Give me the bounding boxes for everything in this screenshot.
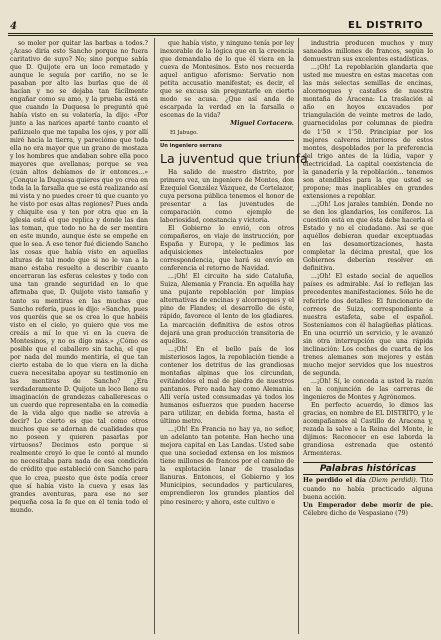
author-signature: Miguel Cortacero. xyxy=(230,120,294,128)
article-paragraph: ...¡Oh! Los jarales también. Donde no se den los glandarios, los coníferos. La cuestión está en que ésta debe hacerla el Estado y no el ciudadano. Así se que aquéllos debieran quedar exceptuadas en las desamortizaciones, hasta completar la décima prestal, que los Gobiernos deberían resolver en definitiva. xyxy=(303,200,433,273)
article-paragraph: ...¡Oh! Sí, le conceda a usted la razón en la conjunción de las carreras de ingenieros de Montes y Agrónomos. xyxy=(303,377,433,402)
quote-latin: (Diem perdidi). xyxy=(368,477,418,485)
article-paragraph: ...¡Oh! En Francia no hay ya, no señor, un adelanto tan potente. Han hecho una mejora capital en Las Landas. Usted sabe que una sociedad extensa en los mismos tiene millones de francos por el camino de la explotación lanar de trasaladas llanuras. Entonces, el Gobierno y los Municipios, secundados y particulares, emprendieron los grandes plantíos del pino resinero; y ahora, este cultivo e xyxy=(160,426,294,506)
column-2 xyxy=(160,40,308,507)
quote-entry xyxy=(303,477,433,501)
section-title: Palabras históricas xyxy=(319,464,417,475)
column-3 xyxy=(303,40,433,518)
quote-text: Tito cuando no había practicado alguna buena acción. xyxy=(303,477,433,501)
header-rule-double xyxy=(8,35,433,36)
section-divider xyxy=(303,474,433,475)
column-1 xyxy=(10,40,148,515)
quote-text: Célebre dicho de Vespasiano (79) xyxy=(303,509,408,517)
page-number: 4 xyxy=(10,21,17,32)
article-paragraph: El Gobierno lo envió, con otros compañeros, en viaje de instrucción, por España y Europa, y le pedimos las adquisiciones intelectuales por correspondencia, que hará su envío en conferencia el retorno de Navidad. xyxy=(160,224,294,273)
article-paragraph: ...¡Oh! El circuito ha sido Cataluña, Suiza, Alemania y Francia. En aquélla hay una pujante repoblación por limpias alternativas de encinas y alcornoques y el pino de Flandes; el desarrollo de éste, rápido, favorece el lento de los gladiares. La marcación definitiva de estos otros dejará una gran producción transitoria de aquéllos. xyxy=(160,273,294,345)
article-paragraph: so moler por quitar las barbas a todos.? ¿Acaso diría esto Sancho porque no fuera caritativo de suyo? No; sino porque sabía que D. Quijote era un loco rematado y aunque le seguía por cariño, no se le pasaban por alto las burlas que de él hacían y no se dejaba tan fácilmente engañar como su amo, y la prueba está en que cuando la Duquesa le preguntó qué había visto en su volatería, la dijo: «Por junto a las narices aparté tanto cuanto el pañizuelo que me tapaba los ojos, y por allí miré hacia la tierra, y parecióme que toda ella no era mayor que un grano de mostaza y los hombres que andaban sobre ella poco mayores que avellanas; porque se vea (cuán altos debíamos de ir entonces...» ¿Conque la Duquesa quieres que yo crea en toda la la farsalla que se está realizando así mi vista y no puedes creer tú que cuanto yo he visto por esas altas regiones? Pues anda y chiquite esa y ten por otra que en la iglesia está el que replica y donde las dan las toman, que todo no ha de ser mentira en este mundo, aunque éste se empeñe en que lo sea. A ese tenor fué diciendo Sancho las cosas que había visto en aquellas alturas de tal modo que si no le van a la mano estaba resuelto a describir cuanto encerraran las esferas celestes y todo con una tan grande seguridad en lo que afirmaba que, D. Quijote visto tamaño y tanto su mentiras en las muchas que Sancho refería, pues le dijo: «Sancho, pues vos queréis que se os crea lo que habéis visto en el cielo, yo quiero que vos me creáis a mí lo que vi en la cueva de Montesinos, y no os digo más.» ¿Cómo es posible que el caballero sin tacha, el que por nada del mundo mentiría, el que tan cierto estaba de lo que viera en la dicha cueva necesitaba apoyar su testimonio en las mentiras de Sancho? ¿Era verdaderamente D. Quijote un loco lleno su imaginación de grandezas caballerescas o un cuerdo que representaba en la comedia de la vida algo que nadie se atrevía a decir? Lo cierto es que tal como otros muchos que se adornan de cualidades que no poseen y quieren pasarlas por virtuosos? Decimos esto porque si realmente creyó lo que le contó al mundo no necesitaba para nada de esa condición de crédito que estableció con Sancho para que lo crea, puesto que éste podía creer que sí había visto la cueva y esas las grandes aventuras, para ese no ser pequeña cosa la fe que en él tenía todo el mundo. xyxy=(10,40,148,514)
section-divider xyxy=(160,140,294,141)
article-paragraph: ...¡Oh! El estado social de aquellos países es admirable. Así lo reflejan las precedentes manifestaciones. Sólo he de referirle dos detalles: El funcionario de correos de Suiza, correspondiente a nuestra estafeta, sabe el español. Sosteníamos con él halagüeñas pláticas. En una ocurrió un servicio, y le avanzó sin otra interrupción que una rápida inclinación: Los coches de cuarta de los trenes alemanes son mejores y están mucho mejor servidos que los nuestros de segunda. xyxy=(303,273,433,377)
column-divider xyxy=(154,38,155,634)
article-paragraph: industria producen muchos y muy saneados millones de francos, según lo demuestran sus excelentes estadísticas. xyxy=(303,40,433,64)
quote-head: He perdido el día xyxy=(303,477,366,485)
article-paragraph: Ha salido de nuestro distrito, por primera vez, un ingeniero de Montes, don Ezequiel González Vázquez, de Cortelazor, cuya persona pública tenemos el honor de presentar a las juventudes de comparación como ejemplo de laboriosidad, constancia y victoria. xyxy=(160,168,294,224)
newspaper-title: EL DISTRITO xyxy=(348,20,423,31)
quote-entry xyxy=(303,502,433,518)
article-paragraph: ...¡Oh! La repoblación glandaria que usted me muestra en estas macetas con las más selectas semillas de encinas, alcornoques y castaños de nuestra montaña de Aracena: La traslación al año en hoyos excavados por triangulación de veinte metros de lado, guarnecidolas por columnas de piedra de 1'50 × 1'50. Principiar por los mejores calveros interiores de estos montes, despoblados por la preferencia del trigo antes de la lúdia, vapor y electricidad. La capital coexistencia de la ganadería y la repoblación... tenemos son atendibles para la que usted se propone; mas inaplicables en grandes extensiones a repoblar. xyxy=(303,64,433,200)
article-paragraph: que había visto, y ninguno tenía por ley inexorable de la lógica que en la creencia que demandaba de lo que él viera en la cueva de Montesinos. Esto nos recuerda aquel antiguo aforismo: Servatio non petita accusatio manifestat; es decir, el que se excusa sin preguntarle en cierto modo se acusa. ¿Que así anda de escarpada la verdad en la farsalla o escenas de la vida? xyxy=(160,40,294,120)
column-divider xyxy=(298,38,299,634)
article-kicker: Un ingeniero serrano xyxy=(160,142,222,149)
header-rule xyxy=(8,33,433,34)
quote-head: Un Emperador debe morir de pie. xyxy=(303,501,433,509)
article-paragraph: En perfecto acuerdo, lo dimos las gracias, en nombre de EL DISTRITO, y le acompañamos al Castillo de Aracena y, rezada la salve a la Reina del Monte, le dijimos: Reconocer en ese laborda la grandiosa estrenada que ostentó Armenteras. xyxy=(303,402,433,458)
source-note: El Jabugo. xyxy=(170,129,198,136)
article-headline: La juventud que triunfa xyxy=(160,150,308,166)
article-paragraph: ...¡Oh! En el bello país de los misteriosos lagos, la repoblación tiende a contener los detritus de las grandiosas montañas alpinas que los circundan, evitándoles el mal de piedra de nuestros pantanos. Pero nada hay como Alemania. Allí vería usted consumadas yá todos los humanos esfuerzos que pueden hacerse para utilizar, en debida forma, hasta el último metro. xyxy=(160,345,294,426)
